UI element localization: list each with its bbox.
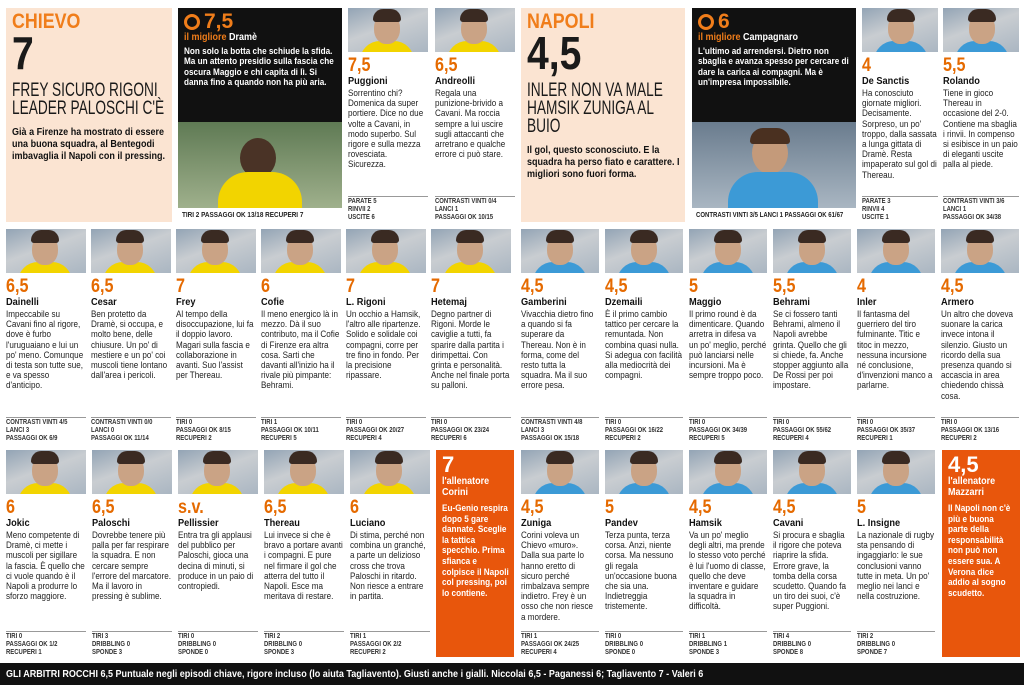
- player-stats: [92, 631, 172, 657]
- player-name: Frey: [176, 296, 196, 308]
- player-comment: Impeccabile su Cavani fino al rigore, dove è furbo l'uruguaiano e lui un po' meno. Comunque di testa son tutte sue, e va spesso d'anticipo.: [6, 309, 84, 391]
- player-photo: [92, 450, 172, 494]
- player-photo: [6, 450, 86, 494]
- player-comment: Se ci fossero tanti Behrami, almeno il Napoli avrebbe grinta. Quello che gli si chiede, fa. Anche stopper aggiunto alla De Rossi per poi impostare.: [773, 309, 849, 391]
- player-comment: Dovrebbe tenere più palla per far respirare la squadra. E non cercare sempre l'errore del marcatore. Ma il lavoro in pressing è sublime.: [92, 530, 171, 602]
- stat-line: SPONDE 3: [92, 649, 123, 656]
- player-card: [6, 450, 86, 657]
- player-grade: 6,5: [91, 276, 114, 297]
- player-comment: Meno competente di Dramè, ci mette i muscoli per sigillare la fascia. È quello che ci vuole quando è il Napoli a produrre lo sforzo maggiore.: [6, 530, 85, 602]
- player-comment: Terza punta, terza corsa. Anzi, niente corsa. Ma nessuno gli regala un'occasione buona che sia una. Indietreggia tristemente.: [605, 530, 677, 612]
- player-photo: [862, 8, 938, 52]
- player-card: [178, 450, 258, 657]
- player-name: Behrami: [773, 296, 810, 308]
- stat-line: SPONDE 0: [178, 649, 209, 656]
- stat-line: RECUPERI 5: [689, 435, 725, 442]
- player-stats: [435, 196, 515, 222]
- napoli-slogan: INLER NON VA MALE HAMSIK ZUNIGA AL BUIO: [527, 80, 663, 137]
- player-comment: La nazionale di rugby sta pensando di ingaggiarlo: le sue conclusioni vanno tutte in meta. Un po' meglio nei lanci e nella costruzione.: [857, 530, 935, 602]
- stat-line: RECUPERI 4: [346, 435, 382, 442]
- player-card: [689, 450, 767, 657]
- stat-line: TIRI 0: [176, 419, 193, 426]
- player-comment: Al tempo della disoccupazione, lui fa il doppio lavoro. Magari sulla fascia e collaborazione in avanti. Suo l'assist per Thereau.: [176, 309, 254, 381]
- stat-line: TIRI 1: [261, 419, 278, 426]
- player-stats: [431, 417, 511, 443]
- player-name: Zuniga: [521, 517, 552, 529]
- coach-text: Il Napoli non c'è più e buona parte della responsabilità non può non essere sua. A Verona dice addio al sogno scudetto.: [948, 503, 1011, 599]
- stat-line: CONTRASTI VINTI 0/4: [435, 198, 497, 205]
- player-name: Cesar: [91, 296, 117, 308]
- player-name: L. Insigne: [857, 517, 901, 529]
- player-grade: 6: [350, 497, 359, 518]
- player-stats: [605, 631, 683, 657]
- stat-line: SPONDE 8: [773, 649, 804, 656]
- best-stats: CONTRASTI VINTI 3/5 LANCI 1 PASSAGGI OK 61/67: [696, 210, 844, 219]
- footer-text: GLI ARBITRI ROCCHI 6,5 Puntuale negli episodi chiave, rigore incluso (lo aiuta Tagliavento). Giusti anche i gialli. Niccolai 6,5 - Paganessi 6; Tagliavento 7 - Valeri 6: [6, 668, 704, 680]
- player-photo: [264, 450, 344, 494]
- stat-line: PASSAGGI OK 10/11: [261, 427, 319, 434]
- player-photo: [857, 229, 935, 273]
- player-name: Thereau: [264, 517, 300, 529]
- player-photo: [435, 8, 515, 52]
- player-stats: [689, 417, 767, 443]
- player-comment: È il primo cambio tattico per cercare la remuntada. Non combina quasi nulla. Si adegua con facilità alla mediocrità dei compagni.: [605, 309, 683, 381]
- player-photo: [689, 450, 767, 494]
- player-card: [689, 229, 767, 443]
- player-name: Andreolli: [435, 75, 476, 87]
- player-grade: 4: [862, 55, 871, 76]
- stat-line: RECUPERI 1: [857, 435, 893, 442]
- stat-line: RECUPERI 5: [261, 435, 297, 442]
- player-name: De Sanctis: [862, 75, 910, 87]
- player-comment: Regala una punizione-brivido a Cavani. Ma roccia sempre a lui uscire sugli attaccanti che arretrano e qualche errore ci può stare.: [435, 88, 506, 160]
- stat-line: RECUPERI 2: [176, 435, 212, 442]
- player-stats: [857, 417, 935, 443]
- player-stats: [773, 631, 851, 657]
- player-photo: [261, 229, 341, 273]
- stat-line: CONTRASTI VINTI 4/8: [521, 419, 583, 426]
- player-photo: [521, 450, 599, 494]
- stat-line: PASSAGGI OK 35/37: [857, 427, 916, 434]
- player-grade: 4,5: [689, 497, 712, 518]
- player-stats: [689, 631, 767, 657]
- stat-line: PASSAGGI OK 13/16: [941, 427, 1000, 434]
- player-grade: 4,5: [521, 497, 544, 518]
- player-grade: 4,5: [773, 497, 796, 518]
- referees-footer: [0, 663, 1024, 685]
- player-stats: [773, 417, 851, 443]
- stat-line: RECUPERI 4: [521, 649, 557, 656]
- player-stats: [176, 417, 256, 443]
- stat-line: TIRI 1: [521, 633, 538, 640]
- player-stats: [264, 631, 344, 657]
- best-name: Dramè: [229, 32, 258, 43]
- stat-line: DRIBBLING 0: [178, 641, 217, 648]
- player-grade: 6,5: [92, 497, 115, 518]
- stat-line: PASSAGGI OK 16/22: [605, 427, 664, 434]
- stat-line: TIRI 2: [264, 633, 281, 640]
- player-photo: [178, 122, 342, 208]
- player-comment: Vivacchia dietro fino a quando si fa superare da Thereau. Non è in forma, come del resto tutta la squadra. Ma il suo errore pesa.: [521, 309, 594, 391]
- best-name: Campagnaro: [743, 32, 799, 43]
- player-photo: [91, 229, 171, 273]
- stat-line: TIRI 0: [605, 419, 622, 426]
- player-name: Rolando: [943, 75, 980, 87]
- stat-line: RINVII 2: [348, 206, 371, 213]
- stat-line: LANCI 0: [91, 427, 115, 434]
- stat-line: CONTRASTI VINTI 4/5: [6, 419, 68, 426]
- player-stats: [350, 631, 430, 657]
- stat-line: RECUPERI 2: [605, 435, 641, 442]
- best-text: L'ultimo ad arrendersi. Dietro non sbaglia e avanza spesso per cercare di dare la carica ai compagni. Ma è un'impresa impossibile.: [698, 46, 849, 89]
- player-grade: 6,5: [435, 55, 458, 76]
- stat-line: PASSAGGI OK 11/14: [91, 435, 149, 442]
- chievo-team-name: CHIEVO: [12, 10, 81, 33]
- player-stats: [348, 196, 428, 222]
- player-stats: [91, 417, 171, 443]
- player-comment: Corini voleva un Chievo «muro». Dalla sua parte lo hanno eretto di sicuro perché rimbalzava sempre indietro. Frey è un osso che non riesce a mordere.: [521, 530, 594, 622]
- stat-line: DRIBBLING 0: [857, 641, 896, 648]
- player-name: Gamberini: [521, 296, 567, 308]
- player-card: [435, 8, 515, 222]
- player-card: [857, 229, 935, 443]
- player-comment: Il fantasma del guerriero del tiro fulminante. Titic e titoc in mezzo, nessuna incursione né conclusione, d'invenzioni manco a parlarne.: [857, 309, 933, 391]
- best-text: Non solo la botta che schiude la sfida. Ma un attento presidio sulla fascia che oscura Maggio e chi capita di lì. Si danna fino a quando non ha più aria.: [184, 46, 334, 89]
- player-photo: [178, 450, 258, 494]
- player-name: Jokic: [6, 517, 30, 529]
- player-grade: 7,5: [348, 55, 371, 76]
- stat-line: TIRI 0: [178, 633, 195, 640]
- player-card: [773, 229, 851, 443]
- stat-line: LANCI 1: [435, 206, 459, 213]
- napoli-best-player: [692, 8, 856, 222]
- coach-text: Eu-Genio respira dopo 5 gare dannate. Sceglie la tattica specchio. Prima sfianca e colpisce il Napoli col pressing, poi lo contiene.: [442, 503, 509, 599]
- player-card: [943, 8, 1019, 222]
- stat-line: DRIBBLING 1: [689, 641, 728, 648]
- stat-line: TIRI 2: [857, 633, 874, 640]
- player-grade: 5: [605, 497, 614, 518]
- player-stats: [521, 417, 599, 443]
- stat-line: PASSAGGI OK 2/2: [350, 641, 402, 648]
- player-comment: Si procura e sbaglia il rigore che poteva riaprire la sfida. Errore grave, la tomba della corsa scudetto. Quando fa un tiro dei suoi, c'è super Puggioni.: [773, 530, 846, 612]
- player-name: Armero: [941, 296, 974, 308]
- chievo-header: [6, 8, 172, 222]
- stat-line: DRIBBLING 0: [773, 641, 812, 648]
- player-comment: Il meno energico là in mezzo. Dà il suo contributo, ma il Cofie di Firenze era altra cosa. Sarti che davanti all'inizio ha il rivale più pimpante: Behrami.: [261, 309, 340, 391]
- player-comment: Va un po' meglio degli altri, ma prende lo stesso voto perché è lui l'uomo di classe, quello che deve inventare e guidare la squadra in difficoltà.: [689, 530, 766, 612]
- player-card: [176, 229, 256, 443]
- player-grade: s.v.: [178, 497, 204, 518]
- stat-line: DRIBBLING 0: [605, 641, 644, 648]
- stat-line: TIRI 0: [605, 633, 622, 640]
- stat-line: RECUPERI 6: [431, 435, 467, 442]
- player-name: Pellissier: [178, 517, 219, 529]
- stat-line: PASSAGGI OK 8/15: [176, 427, 231, 434]
- stat-line: PASSAGGI OK 20/27: [346, 427, 405, 434]
- stat-line: TIRI 1: [350, 633, 367, 640]
- stat-line: LANCI 3: [6, 427, 30, 434]
- player-card: [605, 450, 683, 657]
- player-photo: [348, 8, 428, 52]
- best-grade: 6: [718, 10, 730, 33]
- player-stats: [941, 417, 1019, 443]
- player-card: [521, 229, 599, 443]
- player-card: [350, 450, 430, 657]
- chievo-team-grade: 7: [12, 27, 34, 79]
- player-name: Puggioni: [348, 75, 388, 87]
- stat-line: DRIBBLING 0: [264, 641, 303, 648]
- player-card: [6, 229, 86, 443]
- player-name: Paloschi: [92, 517, 131, 529]
- player-grade: 6,5: [264, 497, 287, 518]
- stat-line: TIRI 0: [6, 633, 23, 640]
- player-grade: 7: [431, 276, 440, 297]
- stat-line: PARATE 5: [348, 198, 377, 205]
- player-comment: Un occhio a Hamsik, l'altro alle ripartenze. Solido e solidale coi compagni, corre per tre fino in fondo. Per la precisione ripassare.: [346, 309, 421, 381]
- player-comment: Entra tra gli applausi del pubblico per Paloschi, gioca una decina di minuti, si produce in un paio di contropiedi.: [178, 530, 254, 592]
- player-name: Cavani: [773, 517, 804, 529]
- stat-line: LANCI 3: [521, 427, 545, 434]
- stat-line: TIRI 4: [773, 633, 790, 640]
- best-grade: 7,5: [204, 10, 234, 33]
- stat-line: TIRI 0: [773, 419, 790, 426]
- player-photo: [431, 229, 511, 273]
- stat-line: PASSAGGI OK 34/39: [689, 427, 748, 434]
- stat-line: TIRI 0: [941, 419, 958, 426]
- player-card: [521, 450, 599, 657]
- medal-icon: [698, 14, 714, 30]
- player-card: [862, 8, 938, 222]
- stat-line: RECUPERI 2: [941, 435, 977, 442]
- stat-line: PASSAGGI OK 1/2: [6, 641, 58, 648]
- stat-line: PASSAGGI OK 6/9: [6, 435, 58, 442]
- player-card: [605, 229, 683, 443]
- napoli-header: [521, 8, 685, 222]
- stat-line: CONTRASTI VINTI 0/0: [91, 419, 153, 426]
- stat-line: TIRI 1: [689, 633, 706, 640]
- player-card: [264, 450, 344, 657]
- coach-grade: 7: [442, 452, 455, 477]
- stat-line: RECUPERI 2: [350, 649, 386, 656]
- player-photo: [692, 122, 856, 208]
- player-comment: Degno partner di Rigoni. Morde le caviglie a tutti, fa sparire dalla partita i dirimpettai. Con grinta e personalità. Anche nel finale porta su palloni.: [431, 309, 510, 391]
- stat-line: USCITE 1: [862, 214, 889, 221]
- player-name: Maggio: [689, 296, 722, 308]
- player-card: [91, 229, 171, 443]
- stat-line: TIRI 0: [346, 419, 363, 426]
- player-card: [348, 8, 428, 222]
- player-comment: Un altro che doveva suonare la carica invece intona il silenzio. Giusto un ricordo della sua presenza quando si accascia in area chiedendo chissà cosa.: [941, 309, 1014, 401]
- player-photo: [521, 229, 599, 273]
- player-card: [431, 229, 511, 443]
- player-grade: 7: [346, 276, 355, 297]
- stat-line: TIRI 0: [689, 419, 706, 426]
- stat-line: RINVII 4: [862, 206, 885, 213]
- best-label: il migliore: [184, 32, 227, 43]
- player-grade: 7: [176, 276, 185, 297]
- player-grade: 5,5: [773, 276, 796, 297]
- stat-line: SPONDE 7: [857, 649, 888, 656]
- player-grade: 4,5: [521, 276, 544, 297]
- player-name: Dzemaili: [605, 296, 643, 308]
- player-name: L. Rigoni: [346, 296, 386, 308]
- chievo-coach: [436, 450, 514, 657]
- coach-grade: 4,5: [948, 452, 979, 477]
- player-photo: [350, 450, 430, 494]
- player-name: Dainelli: [6, 296, 39, 308]
- player-stats: [178, 631, 258, 657]
- player-stats: [605, 417, 683, 443]
- player-photo: [176, 229, 256, 273]
- stat-line: DRIBBLING 0: [92, 641, 131, 648]
- player-photo: [773, 229, 851, 273]
- stat-line: SPONDE 3: [689, 649, 720, 656]
- player-comment: Lui invece si che è bravo a portare avanti i compagni. E pure nel firmare il gol che atterra del tutto il Napoli. Esce ma meritava di restare.: [264, 530, 343, 602]
- player-photo: [941, 229, 1019, 273]
- stat-line: TIRI 0: [431, 419, 448, 426]
- coach-label: l'allenatore: [948, 476, 996, 487]
- napoli-team-grade: 4,5: [527, 27, 582, 79]
- medal-icon: [184, 14, 200, 30]
- player-comment: Sorrentino chi? Domenica da super portiere. Dice no due volte a Cavani, in modo superbo. Sul rigore e sulla mezza rovesciata. Sicurezza.: [348, 88, 424, 170]
- stat-line: PASSAGGI OK 10/15: [435, 214, 494, 221]
- coach-name: Corini: [442, 487, 469, 498]
- player-comment: Ben protetto da Dramè, si occupa, e molto bene, delle chiusure. Un po' di mestiere e un po' coi muscoli tiene lontano dall'area i pericoli.: [91, 309, 168, 381]
- player-grade: 6,5: [6, 276, 29, 297]
- stat-line: RECUPERI 4: [773, 435, 809, 442]
- player-stats: [346, 417, 426, 443]
- player-photo: [605, 229, 683, 273]
- coach-name: Mazzarri: [948, 487, 985, 498]
- player-grade: 5: [689, 276, 698, 297]
- player-name: Hetemaj: [431, 296, 467, 308]
- stat-line: PASSAGGI OK 24/25: [521, 641, 580, 648]
- player-stats: [521, 631, 599, 657]
- best-label: il migliore: [698, 32, 741, 43]
- napoli-team-name: NAPOLI: [527, 10, 595, 33]
- napoli-intro: Il gol, questo sconosciuto. E la squadra ha perso fiato e carattere. I migliori sono fuori forma.: [527, 144, 680, 180]
- best-stats: TIRI 2 PASSAGGI OK 13/18 RECUPERI 7: [182, 210, 304, 219]
- stat-line: CONTRASTI VINTI 3/6: [943, 198, 1005, 205]
- player-name: Hamsik: [689, 517, 722, 529]
- player-card: [92, 450, 172, 657]
- player-grade: 4,5: [941, 276, 964, 297]
- stat-line: LANCI 1: [943, 206, 967, 213]
- player-photo: [6, 229, 86, 273]
- player-photo: [605, 450, 683, 494]
- stat-line: USCITE 6: [348, 214, 375, 221]
- player-stats: [862, 196, 938, 222]
- player-comment: Ha conosciuto giornate migliori. Decisamente. Sorpreso, un po' troppo, dalla sassata a lunga gittata di Dramè. Resta impaperato sul gol di Thereau.: [862, 88, 937, 180]
- player-name: Cofie: [261, 296, 285, 308]
- player-photo: [857, 450, 935, 494]
- player-photo: [773, 450, 851, 494]
- stat-line: PASSAGGI OK 15/18: [521, 435, 580, 442]
- player-stats: [261, 417, 341, 443]
- player-card: [857, 450, 935, 657]
- player-grade: 4,5: [605, 276, 628, 297]
- player-grade: 5,5: [943, 55, 966, 76]
- player-card: [261, 229, 341, 443]
- player-card: [773, 450, 851, 657]
- player-photo: [346, 229, 426, 273]
- napoli-coach: [942, 450, 1020, 657]
- stat-line: PASSAGGI OK 55/62: [773, 427, 832, 434]
- stat-line: SPONDE 3: [264, 649, 295, 656]
- player-name: Inler: [857, 296, 877, 308]
- player-name: Pandev: [605, 517, 638, 529]
- player-comment: Tiene in gioco Thereau in occasione del 2-0. Contiene ma sbaglia i rinvii. In compenso si esibisce in un paio di eleganti uscite palla al piede.: [943, 88, 1018, 170]
- player-stats: [943, 196, 1019, 222]
- stat-line: SPONDE 0: [605, 649, 636, 656]
- player-grade: 5: [857, 497, 866, 518]
- player-card: [941, 229, 1019, 443]
- player-photo: [943, 8, 1019, 52]
- chievo-intro: Già a Firenze ha mostrato di essere una buona squadra, al Bentegodi imbavaglia il Napoli con il pressing.: [12, 126, 166, 162]
- stat-line: TIRI 0: [857, 419, 874, 426]
- stat-line: PARATE 3: [862, 198, 891, 205]
- stat-line: RECUPERI 1: [6, 649, 42, 656]
- player-grade: 6: [6, 497, 15, 518]
- player-stats: [6, 417, 86, 443]
- stat-line: PASSAGGI OK 23/24: [431, 427, 490, 434]
- player-name: Luciano: [350, 517, 386, 529]
- player-comment: Di stima, perché non combina un granché, a parte un delizioso cross che trova Paloschi in ritardo. Non riesce a entrare in partita.: [350, 530, 426, 602]
- chievo-slogan: FREY SICURO RIGONI LEADER PALOSCHI C'È: [12, 80, 165, 119]
- player-card: [346, 229, 426, 443]
- player-stats: [6, 631, 86, 657]
- player-stats: [857, 631, 935, 657]
- chievo-best-player: [178, 8, 342, 222]
- player-grade: 4: [857, 276, 866, 297]
- coach-label: l'allenatore: [442, 476, 490, 487]
- player-photo: [689, 229, 767, 273]
- stat-line: TIRI 3: [92, 633, 109, 640]
- player-comment: Il primo round è da dimenticare. Quando arretra in difesa va un po' meglio, perché può lanciarsi nelle incursioni. Ma è sempre troppo poco.: [689, 309, 767, 381]
- player-grade: 6: [261, 276, 270, 297]
- stat-line: PASSAGGI OK 34/38: [943, 214, 1002, 221]
